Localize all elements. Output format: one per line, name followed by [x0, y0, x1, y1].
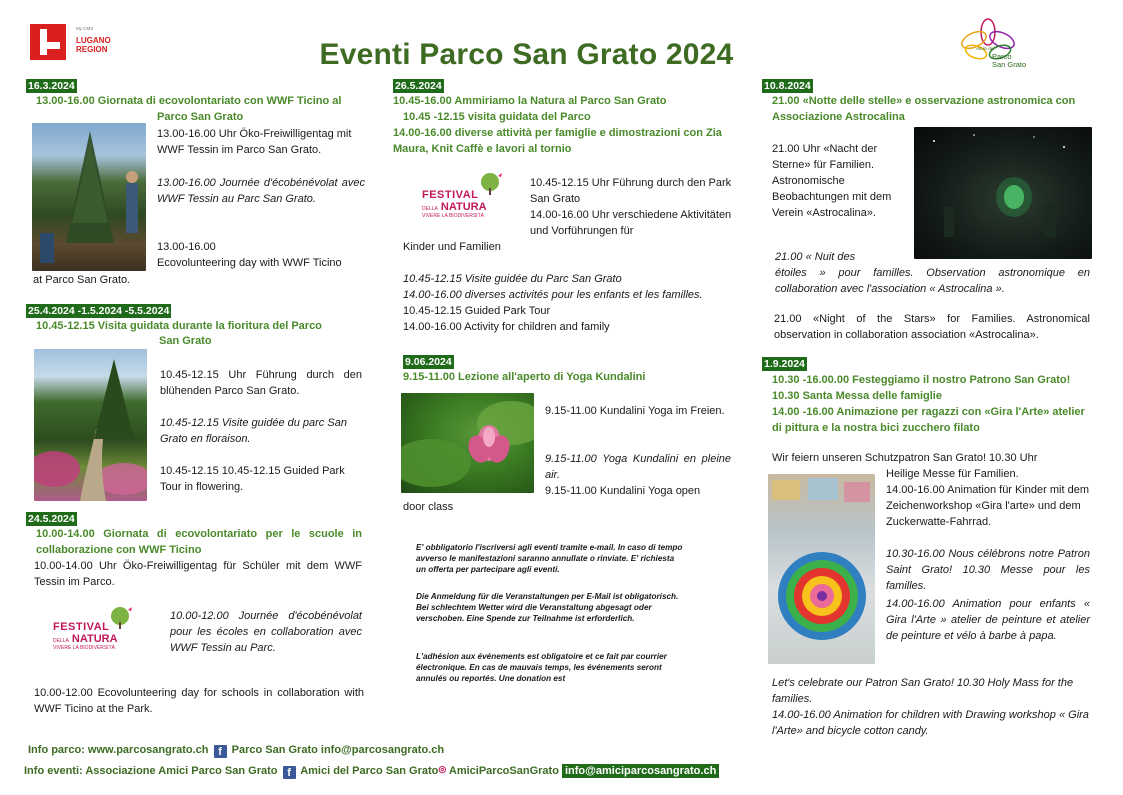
photo-flowering-park: [34, 349, 147, 501]
event-heading-festeggiamo: 10.30 -16.00.00 Festeggiamo il nostro Patrono San Grato!: [772, 374, 1071, 386]
event-2-de-text: 10.45-12.15 Uhr Führung durch den blühenden Parco San Grato.: [160, 369, 362, 397]
event-date-26-5: 26.5.2024: [395, 80, 442, 92]
festival-logo-della: DELLA: [422, 206, 438, 212]
footer-parco-website[interactable]: Info parco: www.parcosangrato.ch: [28, 744, 209, 756]
event-7-en-text-1: Let's celebrate our Patron San Grato! 10.30 Holy Mass for the families.: [772, 677, 1074, 705]
event-3-de-text: 10.00-14.00 Uhr Öko-Freiwilligentag für Schüler mit dem WWF Tessin im Parco.: [34, 560, 362, 588]
event-1-en-time: 13.00-16.00: [157, 241, 216, 253]
event-1-fr-text: 13.00-16.00 Journée d'écobénévolat avec WWF Tessin au Parc San Grato.: [157, 177, 365, 205]
festival-natura-logo: [48, 606, 148, 652]
event-5-en-text: 9.15-11.00 Kundalini Yoga open: [545, 485, 701, 497]
festival-logo-line1: FESTIVAL: [53, 621, 110, 633]
event-heading-attivita-famiglie: 14.00-16.00 diverse attività per famiglie e dimostrazioni con Zia Maura, Knit Caffè e lavori al tornio: [393, 127, 722, 155]
event-6-fr-time: 21.00 « Nuit des: [775, 251, 856, 263]
event-7-en-text-2: 14.00-16.00 Animation for children with Drawing workshop « Gira l'Arte» and bicycle cotton candy.: [772, 709, 1089, 737]
facebook-icon[interactable]: f: [214, 745, 227, 758]
event-6-en-text: 21.00 «Night of the Stars» for Families. Astronomical observation in collaboration association «Astrocalina».: [774, 313, 1090, 341]
logo-sangrato-text: San Grato: [992, 60, 1027, 69]
footer-eventi-instagram-link[interactable]: AmiciParcoSanGrato: [448, 765, 559, 777]
notice-german: Die Anmeldung für die Veranstaltungen per E-Mail ist obligatorisch. Bei schlechtem Wetter wird die Veranstaltung abgesagt oder verschoben. Eine Spende zur Teilnahme ist erforderlich.: [416, 592, 679, 624]
festival-natura-logo-2: [418, 172, 518, 218]
footer-info-eventi: [24, 763, 719, 779]
event-heading-visita-fioritura: 10.45-12.15 Visita guidata durante la fioritura del Parco: [36, 320, 322, 332]
amici-parco-logo: [954, 18, 1044, 80]
event-4-de-text-3: Kinder und Familien: [403, 241, 501, 253]
event-4-de-text-2: 14.00-16.00 Uhr verschiedene Aktivitäten und Vorführungen für: [530, 209, 732, 237]
event-heading-visita-fioritura-cont: San Grato: [159, 335, 212, 347]
event-5-fr-text: 9.15-11.00 Yoga Kundalini en pleine air.: [545, 453, 731, 481]
footer-parco-contact[interactable]: Parco San Grato info@parcosangrato.ch: [231, 744, 445, 756]
event-heading-ammiriamo: 10.45-16.00 Ammiriamo la Natura al Parco San Grato: [393, 95, 667, 107]
event-5-de-text: 9.15-11.00 Kundalini Yoga im Freien.: [545, 405, 725, 417]
festival-logo-natura: NATURA: [440, 201, 487, 213]
facebook-icon[interactable]: f: [283, 766, 296, 779]
page-title: Eventi Parco San Grato 2024: [319, 38, 734, 71]
event-date-10-8: 10.8.2024: [764, 80, 811, 92]
event-1-en-text-cont: at Parco San Grato.: [33, 274, 131, 286]
logo-region-text: REGION: [76, 45, 108, 54]
event-4-de-text: 10.45-12.15 Uhr Führung durch den Park San Grato: [530, 177, 732, 205]
footer-info-parco: [28, 743, 444, 758]
event-7-de-text-3: 14.00-16.00 Animation für Kinder mit dem Zeichenworkshop «Gira l'arte» und dem Zuckerwatte-Fahrrad.: [886, 484, 1090, 528]
festival-logo-natura: NATURA: [71, 633, 118, 645]
logo-amici-text: Amici del: [976, 46, 995, 51]
event-7-de-text-1: Wir feiern unseren Schutzpatron San Grato! 10.30 Uhr: [772, 452, 1038, 464]
event-heading-santa-messa: 10.30 Santa Messa delle famiglie: [772, 390, 942, 402]
event-4-fr-text-1: 10.45-12.15 Visite guidée du Parc San Grato: [403, 273, 622, 285]
event-3-en-text: 10.00-12.00 Ecovolunteering day for schools in collaboration with WWF Ticino at the Park.: [34, 687, 364, 715]
event-date-25-4: 25.4.2024 -1.5.2024 -5.5.2024: [28, 305, 170, 317]
event-1-de-text: 13.00-16.00 Uhr Öko-Freiwilligentag mit WWF Tessin im Parco San Grato.: [157, 128, 352, 156]
photo-lotus-flower: [401, 393, 534, 493]
logo-parco-text: Parco: [992, 52, 1012, 61]
event-6-de-text: 21.00 Uhr «Nacht der Sterne» für Familien. Astronomische Beobachtungen mit dem Verein «Astrocalina».: [772, 143, 892, 219]
logo-lugano-text: LUGANO: [76, 36, 111, 45]
event-6-fr-text: étoiles » pour familles. Observation astronomique en collaboration avec l'association « Astrocalina ».: [775, 267, 1090, 295]
event-4-fr-text-2: 14.00-16.00 diverses activités pour les enfants et les familles.: [403, 289, 703, 301]
event-5-en-text-cont: door class: [403, 501, 454, 513]
festival-logo-line3: VIVERE LA BIODIVERSITÀ: [53, 645, 115, 651]
event-heading-ecovolontariato-cont: Parco San Grato: [157, 111, 244, 123]
event-date-24-5: 24.5.2024: [28, 513, 75, 525]
notice-french: L'adhésion aux événements est obligatoire et ce fait par courrier électronique. En cas de mauvais temps, les événements seront annulés ou reportés. Une donation est: [416, 652, 667, 684]
event-heading-yoga: 9.15-11.00 Lezione all'aperto di Yoga Kundalini: [403, 371, 646, 383]
event-2-en-text: 10.45-12.15 10.45-12.15 Guided Park Tour in flowering.: [160, 465, 345, 493]
event-date-16-3: 16.3.2024: [28, 80, 75, 92]
event-4-en-text-1: 10.45-12.15 Guided Park Tour: [403, 305, 551, 317]
photo-volunteers-planting: [32, 123, 146, 271]
footer-eventi-email[interactable]: info@amiciparcosangrato.ch: [562, 764, 719, 778]
event-heading-visita-guidata: 10.45 -12.15 visita guidata del Parco: [403, 111, 591, 123]
tree-icon: [476, 172, 504, 196]
event-1-en-text: Ecovolunteering day with WWF Ticino: [157, 257, 342, 269]
event-heading-ecovolontariato-scuole: 10.00-14.00 Giornata di ecovolontariato per le scuole in collaborazione con WWF Ticino: [36, 528, 362, 556]
festival-logo-della: DELLA: [53, 638, 69, 644]
event-heading-animazione: 14.00 -16.00 Animazione per ragazzi con «Gira l'Arte» atelier di pittura e la nostra bici zucchero filato: [772, 406, 1085, 434]
festival-logo-line1: FESTIVAL: [422, 189, 479, 201]
event-2-fr-text: 10.45-12.15 Visite guidée du parc San Grato en floraison.: [160, 417, 347, 445]
event-7-de-text-2: Heilige Messe für Familien.: [886, 468, 1019, 480]
footer-eventi-association: Info eventi: Associazione Amici Parco San Grato: [24, 765, 278, 777]
logo-small-text: My CMS: [76, 26, 94, 31]
event-7-fr-text-2: 14.00-16.00 Animation pour enfants « Gira l'Arte » atelier de peinture et atelier de peinture et vélo à barbe à papa.: [886, 598, 1090, 642]
event-7-fr-text-1: 10.30-16.00 Nous célébrons notre Patron Saint Grato! 10.30 Messe pour les familles.: [886, 548, 1090, 592]
tree-icon: [106, 606, 134, 630]
event-heading-ecovolontariato: 13.00-16.00 Giornata di ecovolontariato con WWF Ticino al: [36, 95, 342, 107]
event-3-fr-text: 10.00-12.00 Journée d'écobénévolat pour les écoles en collaboration avec WWF Tessin au Parc.: [170, 610, 362, 654]
notice-italian: E' obbligatorio l'iscriversi agli eventi tramite e-mail. In caso di tempo avverso le manifestazioni saranno annullate o rinviate. E' richiesta un offerta per partecipare agli eventi.: [416, 543, 683, 575]
photo-painting-workshop: [768, 474, 875, 664]
instagram-icon[interactable]: ◎: [438, 764, 447, 774]
festival-logo-line3: VIVERE LA BIODIVERSITÀ: [422, 213, 484, 219]
event-heading-notte-stelle: 21.00 «Notte delle stelle» e osservazione astronomica con Associazione Astrocalina: [772, 95, 1076, 123]
photo-night-stars: [914, 127, 1092, 259]
event-date-9-06: 9.06.2024: [405, 356, 452, 368]
footer-eventi-facebook-link[interactable]: Amici del Parco San Grato: [300, 765, 439, 777]
event-4-en-text-2: 14.00-16.00 Activity for children and family: [403, 321, 610, 333]
event-date-1-9: 1.9.2024: [764, 358, 805, 370]
